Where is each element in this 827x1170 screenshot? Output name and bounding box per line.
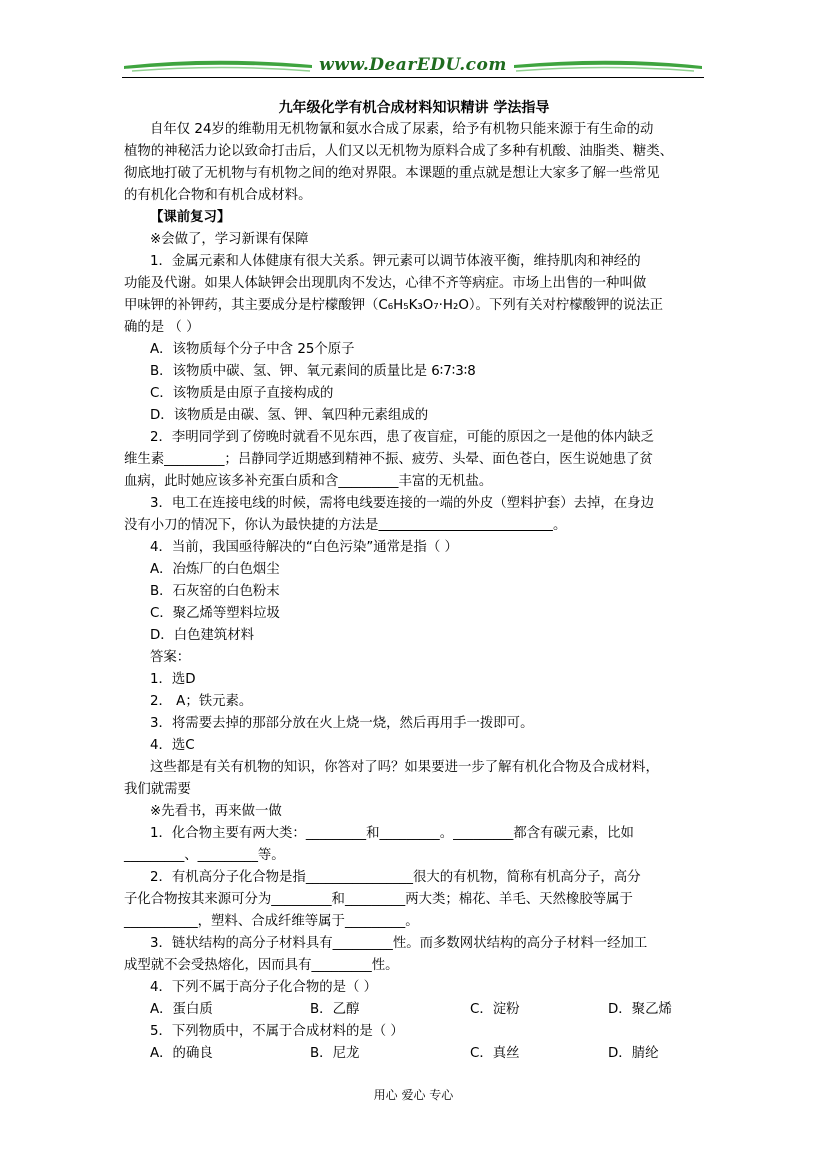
option-d: D．腈纶 <box>608 1046 659 1061</box>
question-3-line <box>124 515 704 537</box>
review-heading: 【课前复习】 <box>150 210 231 225</box>
read-question-2-line: 子化合物按其来源可分为_________和_________两大类；棉花、羊毛、天然橡胶等属于 <box>124 892 633 907</box>
question-3-line: 3．电工在连接电线的时候，需将电线要连接的一端的外皮（塑料护套）去掉，在身边 <box>150 496 654 511</box>
read-question-4-line: 4．下列不属于高分子化合物的是（ ） <box>150 980 378 995</box>
page-title: 九年级化学有机合成材料知识精讲 学法指导 <box>278 100 550 116</box>
transition-line: 我们就需要 <box>124 782 191 797</box>
question-1-option: A．该物质每个分子中含 25个原子 <box>150 342 355 357</box>
site-header <box>122 52 704 78</box>
question-3-end: 。 <box>552 518 567 533</box>
read-question-3-line: 3．链状结构的高分子材料具有_________性。而多数网状结构的高分子材料一经加工 <box>150 936 648 951</box>
header-divider <box>122 77 704 78</box>
answer-item: 1．选D <box>150 672 196 687</box>
read-question-3-line: 成型就不会受热熔化，因而具有_________性。 <box>124 958 399 973</box>
page-footer: 用心 爱心 专心 <box>373 1088 454 1102</box>
question-2-line: 血病，此时她应该多补充蛋白质和含_________丰富的无机盐。 <box>124 474 493 489</box>
option-b: B．尼龙 <box>310 1046 360 1061</box>
question-3-blank <box>378 518 553 533</box>
read-question-1-line: 1．化合物主要有两大类：_________和_________。_________都含有碳元素，比如 <box>150 826 634 841</box>
question-1-line: 功能及代谢。如果人体缺钾会出现肌肉不发达，心律不齐等病症。市场上出售的一种叫做 <box>124 276 647 291</box>
read-question-2-line: 2．有机高分子化合物是指________________很大的有机物，简称有机高分子，高分 <box>150 870 641 885</box>
answer-item: 4．选C <box>150 738 195 753</box>
read-question-1-line: _________、_________等。 <box>124 848 285 863</box>
question-3-text: 没有小刀的情况下，你认为最快捷的方法是 <box>124 518 379 533</box>
question-2-line: 维生素_________；吕静同学近期感到精神不振、疲劳、头晕、面色苍白，医生说她患了贫 <box>124 452 653 467</box>
option-b: B．乙醇 <box>310 1002 360 1017</box>
question-4-option: C．聚乙烯等塑料垃圾 <box>150 606 280 621</box>
intro-line: 彻底地打破了无机物与有机物之间的绝对界限。本课题的重点就是想让大家多了解一些常见 <box>124 166 660 181</box>
answer-item: 3．将需要去掉的那部分放在火上烧一烧，然后再用手一拨即可。 <box>150 716 534 731</box>
question-4-option: B．石灰窑的白色粉末 <box>150 584 280 599</box>
article-body <box>124 97 704 1065</box>
option-a: A．蛋白质 <box>150 1002 213 1017</box>
option-c: C．真丝 <box>470 1046 520 1061</box>
option-a: A．的确良 <box>150 1046 213 1061</box>
review-subheading: ※会做了，学习新课有保障 <box>150 232 309 247</box>
question-1-option: B．该物质中碳、氢、钾、氧元素间的质量比是 6∶7∶3∶8 <box>150 364 476 379</box>
question-1-line: 1．金属元素和人体健康有很大关系。钾元素可以调节体液平衡，维持肌肉和神经的 <box>150 254 641 269</box>
site-logo-text: www.DearEDU.com <box>319 55 507 75</box>
answer-label: 答案： <box>150 650 191 665</box>
intro-line: 的有机化合物和有机合成材料。 <box>124 188 312 203</box>
question-4-option: A．冶炼厂的白色烟尘 <box>150 562 280 577</box>
question-4-line: 4．当前，我国亟待解决的“白色污染”通常是指（ ） <box>150 540 458 555</box>
question-2-line: 2．李明同学到了傍晚时就看不见东西，患了夜盲症，可能的原因之一是他的体内缺乏 <box>150 430 654 445</box>
read-question-5-line: 5．下列物质中，不属于合成材料的是（ ） <box>150 1024 404 1039</box>
intro-line: 自年仅 24岁的维勒用无机物氰和氨水合成了尿素，给予有机物只能来源于有生命的动 <box>150 122 654 137</box>
read-question-2-line: ___________，塑料、合成纤维等属于_________。 <box>124 914 419 929</box>
option-d: D．聚乙烯 <box>608 1002 672 1017</box>
question-1-option: D．该物质是由碳、氢、钾、氧四种元素组成的 <box>150 408 429 423</box>
question-1-option: C．该物质是由原子直接构成的 <box>150 386 334 401</box>
read-subheading: ※先看书，再来做一做 <box>150 804 282 819</box>
question-1-line: 甲味钾的补钾药，其主要成分是柠檬酸钾（C₆H₅K₃O₇·H₂O）。下列有关对柠檬酸钾的说法正 <box>124 298 664 313</box>
read-question-4-options <box>124 999 704 1021</box>
question-4-option: D．白色建筑材料 <box>150 628 255 643</box>
question-1-line: 确的是 （ ） <box>124 320 200 335</box>
intro-line: 植物的神秘活力论以致命打击后，人们又以无机物为原料合成了多种有机酸、油脂类、糖类、 <box>124 144 674 159</box>
option-c: C．淀粉 <box>470 1002 520 1017</box>
answer-item: 2． A；铁元素。 <box>150 694 253 709</box>
read-question-5-options <box>124 1043 704 1065</box>
transition-line: 这些都是有关有机物的知识，你答对了吗？如果要进一步了解有机化合物及合成材料， <box>150 760 659 775</box>
